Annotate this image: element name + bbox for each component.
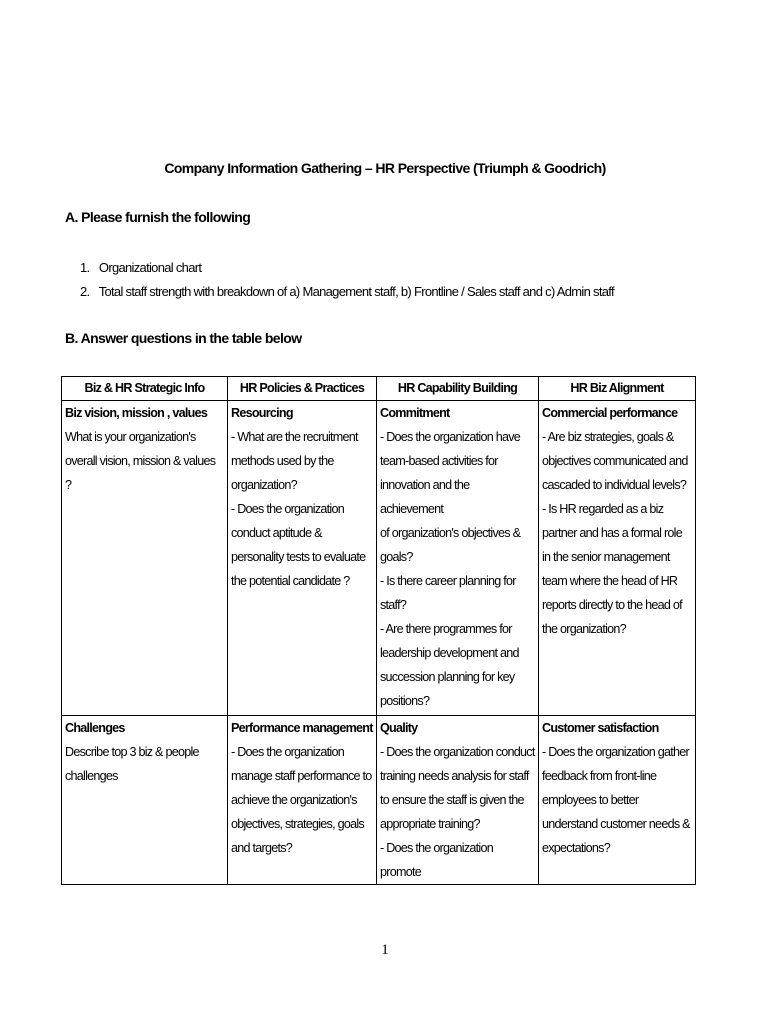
cell-text: - What are the recruitment methods used by the organization? - Does the organization conduct aptitude & personality tests to evaluate the potential candidate ? xyxy=(231,430,366,588)
section-b-heading: B. Answer questions in the table below xyxy=(65,330,302,346)
cell-text: - Does the organization manage staff performance to achieve the organization's objectives, strategies, goals and targets? xyxy=(231,745,372,855)
cell-heading: Quality xyxy=(380,721,418,735)
list-item-text: Total staff strength with breakdown of a) Management staff, b) Frontline / Sales staff and c) Admin staff xyxy=(98,284,614,299)
furnish-list xyxy=(80,256,614,304)
table-cell xyxy=(539,716,696,885)
list-item-text: Organizational chart xyxy=(98,260,202,275)
section-a-heading: A. Please furnish the following xyxy=(65,209,251,225)
table-row xyxy=(62,401,696,716)
page-number: 1 xyxy=(381,942,389,958)
table-header-row xyxy=(62,377,696,401)
cell-heading: Biz vision, mission , values xyxy=(65,406,208,420)
cell-heading: Commercial performance xyxy=(542,406,678,420)
cell-heading: Resourcing xyxy=(231,406,293,420)
column-header-strategic-info: Biz & HR Strategic Info xyxy=(62,377,228,401)
cell-text: - Does the organization have team-based activities for innovation and the achievement of organization's objectives & goals? - Is there career planning for staff? - Are there programmes for leadership development and succession planning for key positions? xyxy=(380,430,521,708)
table-row xyxy=(62,716,696,885)
list-item xyxy=(80,280,614,304)
table-cell xyxy=(228,716,377,885)
column-header-capability-building: HR Capability Building xyxy=(377,377,539,401)
cell-heading: Customer satisfaction xyxy=(542,721,659,735)
cell-text: - Are biz strategies, goals & objectives communicated and cascaded to individual levels? - Is HR regarded as a biz partner and has a formal role in the senior management team where the head of HR reports directly to the head of the organization? xyxy=(542,430,688,636)
table-cell xyxy=(228,401,377,716)
column-header-biz-alignment: HR Biz Alignment xyxy=(539,377,696,401)
table-cell xyxy=(62,401,228,716)
list-item xyxy=(80,256,614,280)
cell-text: Describe top 3 biz & people challenges xyxy=(65,745,199,783)
cell-text: - Does the organization gather feedback from front-line employees to better understand customer needs & expectations? xyxy=(542,745,690,855)
cell-text: What is your organization's overall vision, mission & values ? xyxy=(65,430,216,492)
table-cell xyxy=(377,401,539,716)
list-item-number: 2. xyxy=(80,284,90,299)
document-title: Company Information Gathering – HR Perspective (Triumph & Goodrich) xyxy=(164,160,606,176)
cell-text: - Does the organization conduct training needs analysis for staff to ensure the staff is given the appropriate training? - Does the organization promote xyxy=(380,745,535,879)
column-header-policies-practices: HR Policies & Practices xyxy=(228,377,377,401)
cell-heading: Commitment xyxy=(380,406,450,420)
cell-heading: Performance management xyxy=(231,721,373,735)
table-cell xyxy=(62,716,228,885)
hr-info-table xyxy=(61,376,696,885)
list-item-number: 1. xyxy=(80,260,90,275)
table-cell xyxy=(539,401,696,716)
table-cell xyxy=(377,716,539,885)
cell-heading: Challenges xyxy=(65,721,125,735)
